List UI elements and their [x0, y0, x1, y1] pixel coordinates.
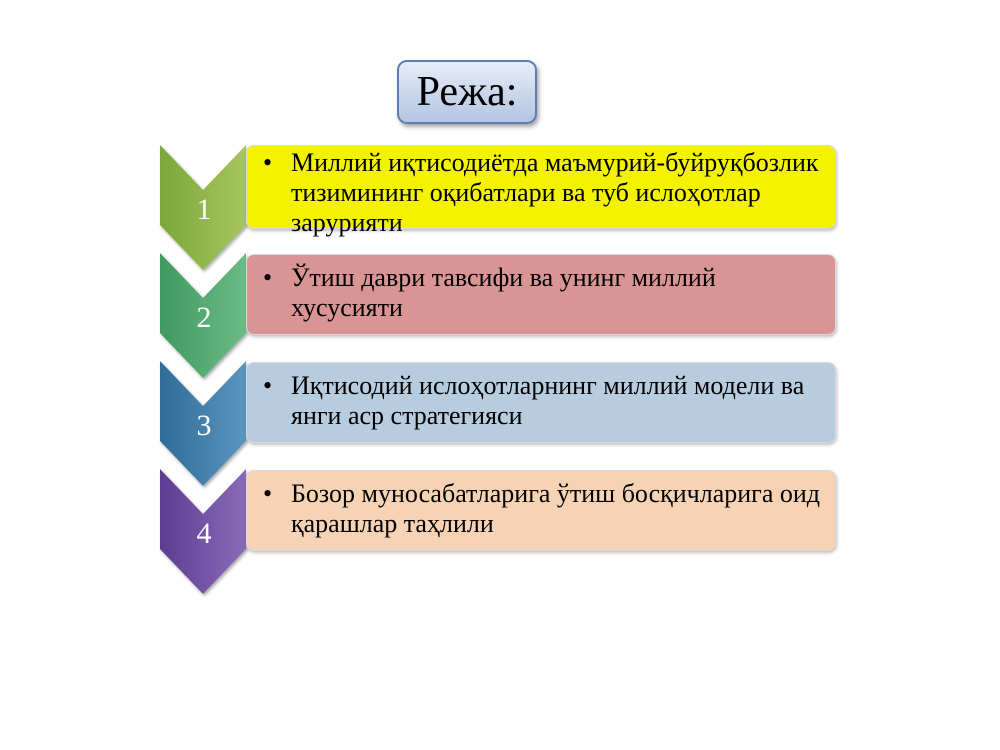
step-card-3	[246, 362, 836, 443]
step-text-2: • Ўтиш даври тавсифи ва унинг миллий хусусияти	[291, 263, 825, 323]
step-card-1	[246, 145, 836, 237]
step-number-2: 2	[196, 301, 212, 334]
step-text-1: • Миллий иқтисодиётда маъмурий-буйруқбозлик тизимининг оқибатлари ва туб ислоҳотлар зарурияти	[291, 148, 825, 238]
step-card-2	[246, 254, 836, 335]
step-text-3: • Иқтисодий ислоҳотларнинг миллий модели ва янги аср стратегияси	[291, 371, 825, 431]
step-number-3: 3	[196, 409, 212, 442]
slide-title: Режа:	[416, 69, 518, 115]
step-number-1: 1	[196, 193, 212, 226]
step-number-4: 4	[196, 517, 212, 550]
step-text-4: • Бозор муносабатларига ўтиш босқичларига оид қарашлар таҳлили	[291, 479, 825, 539]
step-card-4	[246, 470, 836, 551]
